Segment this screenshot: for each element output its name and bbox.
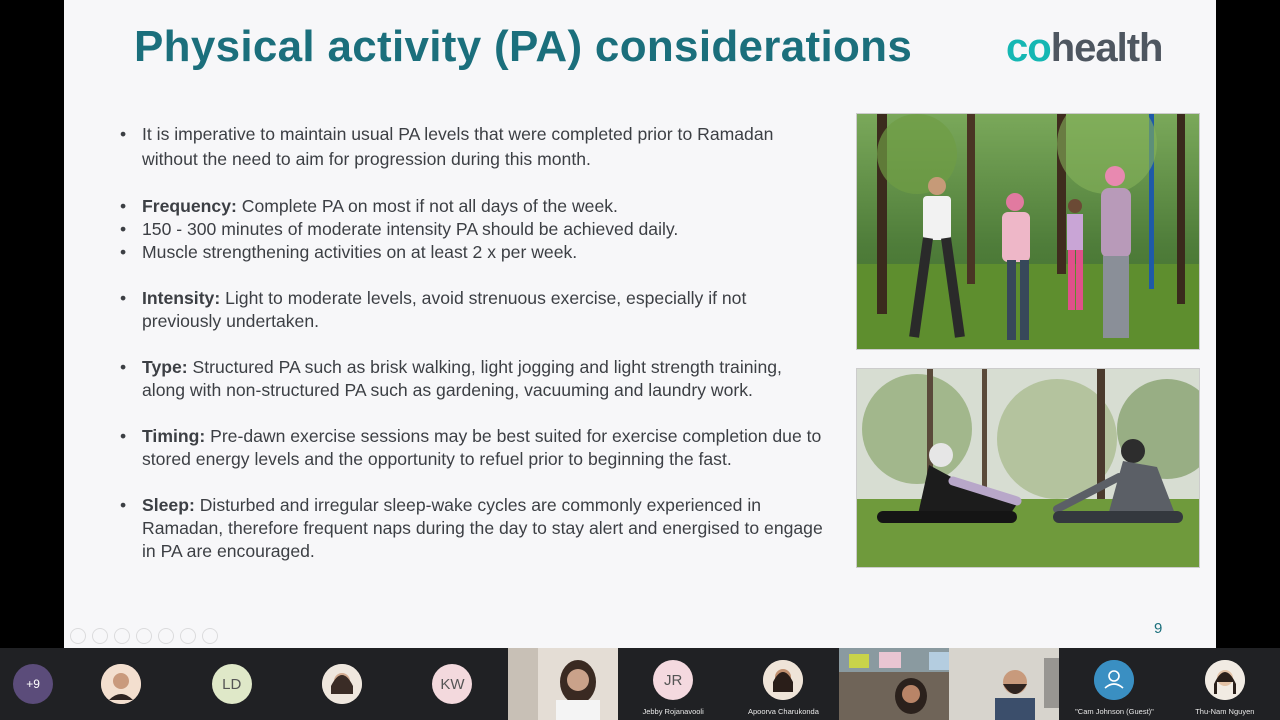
page-number: 9 (1154, 620, 1163, 637)
video-feed (839, 648, 949, 720)
photo-family-exercising (856, 113, 1200, 350)
participant-overflow[interactable] (0, 648, 66, 720)
video-feed (508, 648, 618, 720)
bullet-frequency: • Frequency: Complete PA on most if not all days of the week. (118, 195, 828, 218)
next-slide-icon[interactable] (92, 628, 108, 644)
avatar (1205, 660, 1245, 700)
avatar-initials: JR (653, 660, 693, 700)
bullet-minutes: • 150 - 300 minutes of moderate intensity PA should be achieved daily. (118, 218, 828, 241)
more-icon[interactable] (202, 628, 218, 644)
subtitle-icon[interactable] (180, 628, 196, 644)
participant-tile-10[interactable] (1059, 648, 1169, 720)
avatar (101, 664, 141, 704)
participant-name: "Cam Johnson (Guest)" (1075, 707, 1154, 716)
participant-tile-4[interactable] (397, 648, 507, 720)
bullet-intensity: • Intensity: Light to moderate levels, avoid strenuous exercise, especially if not previously undertaken. (118, 287, 828, 333)
bullet-muscle: • Muscle strengthening activities on at least 2 x per week. (118, 241, 828, 264)
participant-tile-7[interactable] (728, 648, 838, 720)
presentation-slide (64, 0, 1216, 648)
overflow-count[interactable]: +9 (13, 664, 53, 704)
zoom-icon[interactable] (158, 628, 174, 644)
grid-icon[interactable] (136, 628, 152, 644)
person-icon (1094, 660, 1134, 700)
avatar-initials: LD (212, 664, 252, 704)
participant-video-9[interactable] (949, 648, 1059, 720)
avatar-initials: KW (432, 664, 472, 704)
bullet-intro: • It is imperative to maintain usual PA levels that were completed prior to Ramadan without the need to aim for progression during this month. (118, 122, 828, 172)
participant-tile-2[interactable] (177, 648, 287, 720)
participant-name: Apoorva Charukonda (748, 707, 819, 716)
bullet-sleep: • Sleep: Disturbed and irregular sleep-wake cycles are commonly experienced in Ramadan, therefore frequent naps during the day to stay alert and energised to engage in PA are encouraged. (118, 494, 828, 563)
video-feed (949, 648, 1059, 720)
participant-name: Thu-Nam Nguyen (1195, 707, 1255, 716)
participant-name: Jebby Rojanavooli (642, 707, 704, 716)
participant-tile-1[interactable] (66, 648, 176, 720)
prev-slide-icon[interactable] (70, 628, 86, 644)
participant-strip (0, 648, 1280, 720)
pen-icon[interactable] (114, 628, 130, 644)
participant-tile-3[interactable] (287, 648, 397, 720)
stretching-image (857, 369, 1200, 568)
participant-video-5[interactable] (508, 648, 618, 720)
cohealth-logo: co health (1006, 25, 1163, 70)
avatar (763, 660, 803, 700)
slide-toolbar[interactable] (70, 628, 218, 644)
avatar (1094, 660, 1134, 700)
avatar (322, 664, 362, 704)
participant-video-8[interactable] (839, 648, 949, 720)
photo-women-stretching (856, 368, 1200, 568)
family-park-image (857, 114, 1200, 350)
participant-tile-6[interactable] (618, 648, 728, 720)
slide-title: Physical activity (PA) considerations (134, 22, 913, 71)
bullet-timing: • Timing: Pre-dawn exercise sessions may be best suited for exercise completion due to stored energy levels and the opportunity to refuel prior to beginning the fast. (118, 425, 828, 471)
participant-tile-11[interactable] (1170, 648, 1280, 720)
bullet-list (118, 122, 828, 563)
bullet-type: • Type: Structured PA such as brisk walking, light jogging and light strength training, along with non-structured PA such as gardening, vacuuming and laundry work. (118, 356, 828, 402)
